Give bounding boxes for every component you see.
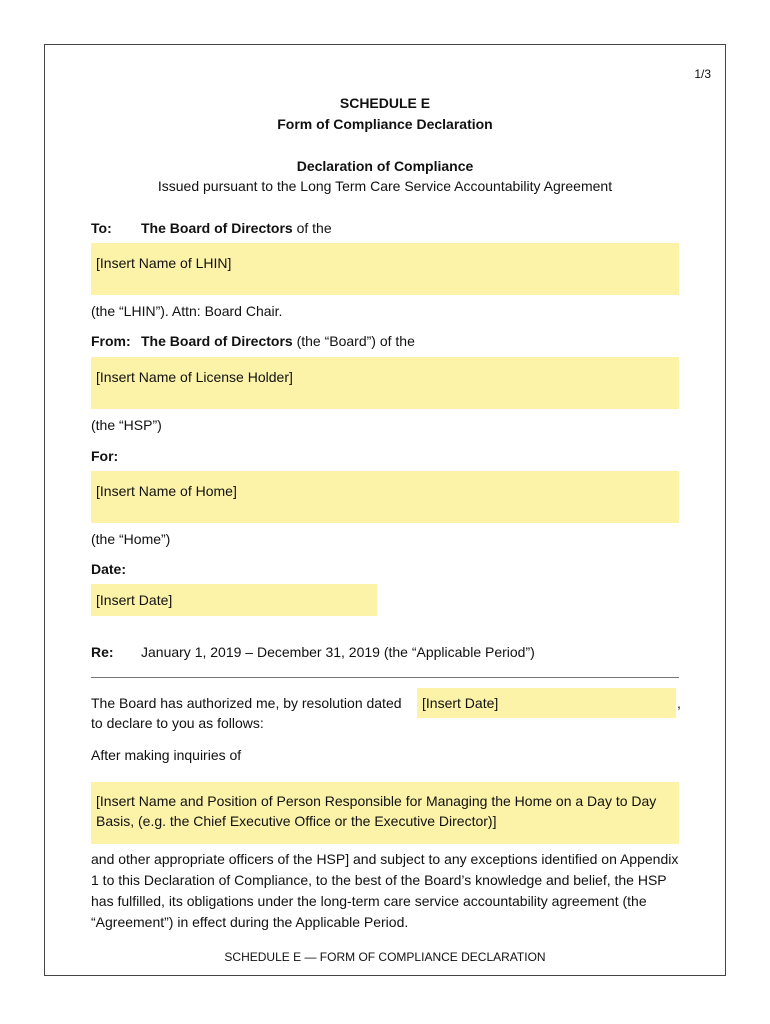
from-label: From: (91, 333, 131, 349)
date-label: Date: (91, 561, 127, 577)
date-field[interactable]: [Insert Date] (91, 584, 377, 616)
page-number: 1/3 (694, 67, 711, 81)
home-suffix: (the “Home”) (91, 531, 171, 547)
from-of-the: (the “Board”) of the (292, 333, 415, 349)
authorized-text: The Board has authorized me, by resolution dated (91, 695, 402, 711)
lhin-suffix: (the “LHIN”). Attn: Board Chair. (91, 303, 283, 319)
inquiries-text: After making inquiries of (91, 747, 242, 763)
to-label: To: (91, 220, 112, 236)
schedule-heading: SCHEDULE E (339, 95, 431, 111)
re-label: Re: (91, 644, 114, 660)
re-text: January 1, 2019 – December 31, 2019 (the “Applicable Period”) (141, 644, 535, 660)
to-of-the: of the (292, 220, 332, 236)
issued-subtitle: Issued pursuant to the Long Term Care Service Accountability Agreement (157, 178, 613, 194)
to-row (91, 220, 332, 236)
for-label: For: (91, 448, 119, 464)
hsp-suffix: (the “HSP”) (91, 417, 162, 433)
to-board: The Board of Directors (141, 220, 293, 236)
lhin-name-field[interactable]: [Insert Name of LHIN] (91, 243, 679, 295)
page-footer: SCHEDULE E — FORM OF COMPLIANCE DECLARATION (224, 950, 546, 964)
re-row (91, 644, 535, 660)
home-name-field[interactable]: [Insert Name of Home] (91, 471, 679, 523)
from-row (91, 333, 415, 349)
resolution-date-field[interactable]: [Insert Date] (417, 688, 676, 718)
declare-text: to declare to you as follows: (91, 715, 264, 731)
from-board: The Board of Directors (141, 333, 293, 349)
form-title: Form of Compliance Declaration (277, 116, 493, 132)
document-page (44, 44, 726, 976)
responsible-person-field[interactable]: [Insert Name and Position of Person Responsible for Managing the Home on a Day to Day Basis, (e.g. the Chief Executive Office or the Executive Director)] (91, 782, 679, 844)
authorized-comma: , (677, 695, 681, 711)
divider-line (91, 677, 679, 678)
license-holder-field[interactable]: [Insert Name of License Holder] (91, 357, 679, 409)
closing-paragraph: and other appropriate officers of the HSP] and subject to any exceptions identified on Appendix 1 to this Declaration of Compliance, to the best of the Board’s knowledge and belief, the HSP has fulfilled, its obligations under the long-term care service accountability agreement (the “Agreement”) in effect during the Applicable Period. (91, 851, 679, 930)
declaration-title: Declaration of Compliance (296, 158, 474, 174)
